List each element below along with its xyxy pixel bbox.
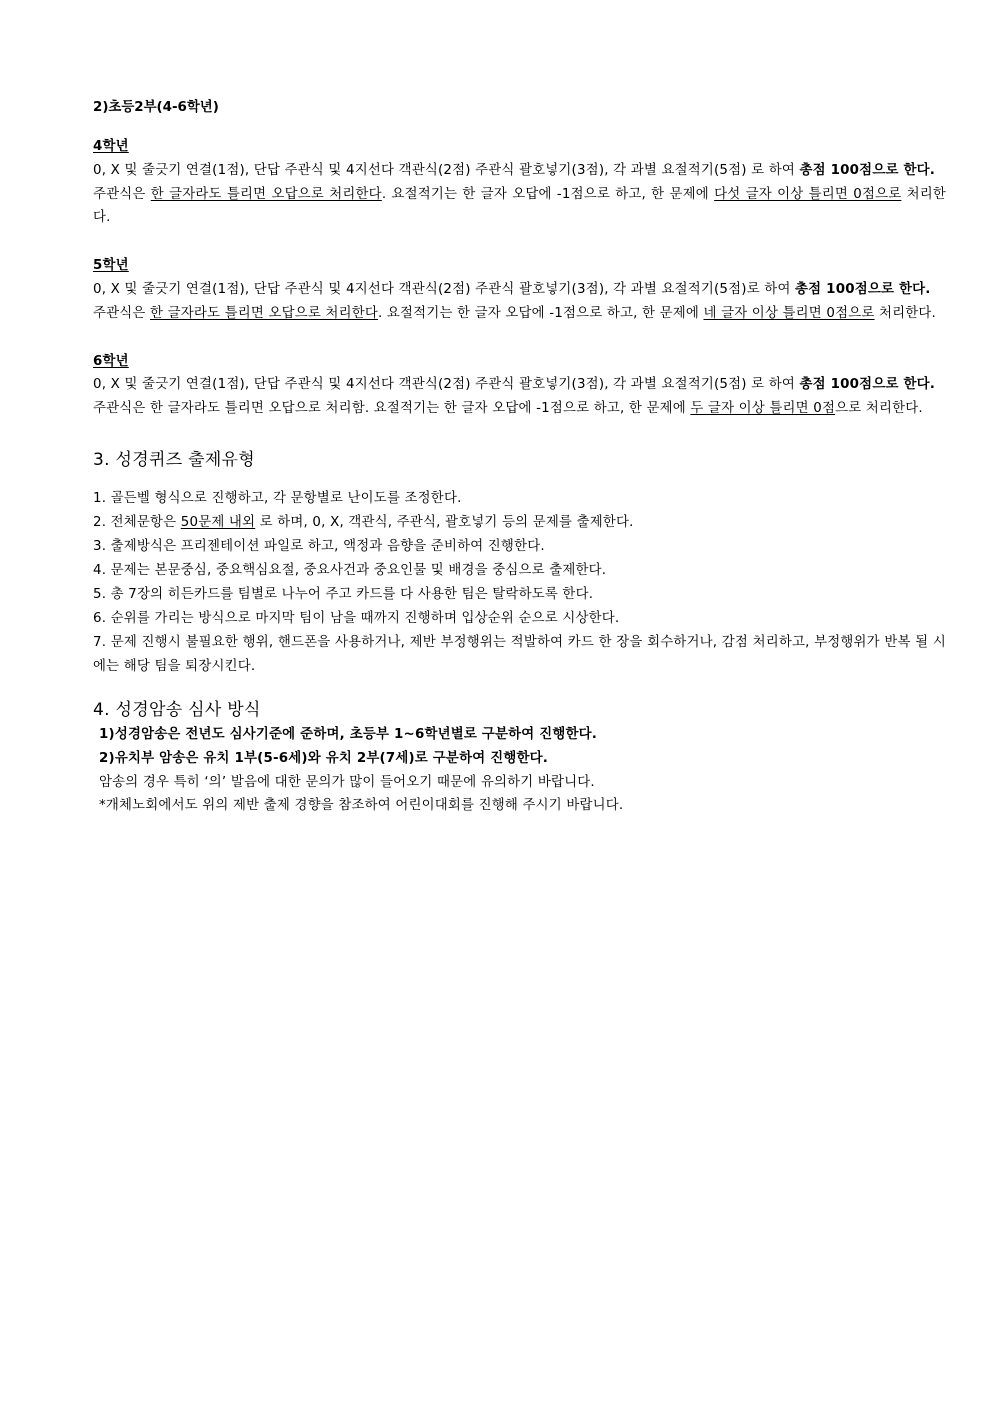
quiz-section-heading: 3. 성경퀴즈 출제유형 (93, 449, 256, 470)
grade6-rules-c: 으로 처리한다. (835, 401, 923, 417)
grade4-scoring (93, 159, 946, 183)
recite-section-heading: 4. 성경암송 심사 방식 (93, 699, 261, 720)
list-item-text: 2. 전체문항은 (93, 514, 181, 530)
grade4-rules (93, 183, 946, 231)
list-item-underlined: 50문제 내외 (180, 514, 256, 530)
grade4-rules-b: . 요절적기는 한 글자 오답에 -1점으로 하고, 한 문제에 (381, 186, 715, 202)
grade5-rules-a: 주관식은 (93, 305, 150, 321)
grade5-scoring (93, 278, 946, 302)
list-item: 5. 총 7장의 히든카드를 팀별로 나누어 주고 카드를 다 사용한 팀은 탈락하도록 한다. (93, 586, 594, 602)
list-item: 6. 순위를 가리는 방식으로 마지막 팀이 남을 때까지 진행하며 입상순위 순으로 시상한다. (93, 610, 620, 626)
grade5-rules-b: . 요절적기는 한 글자 오답에 -1점으로 하고, 한 문제에 (378, 305, 704, 321)
quiz-rules-list (93, 487, 946, 679)
grade5-rules (93, 302, 946, 326)
grade6-scoring-text: 0, X 및 줄긋기 연결(1점), 단답 주관식 및 4지선다 객관식(2점) 주관식 괄호넣기(3점), 각 과별 요절적기(5점) 로 하여 (93, 377, 800, 393)
grade6-heading: 6학년 (93, 353, 129, 369)
recite-line-1: 1)성경암송은 전년도 심사기준에 준하며, 초등부 1~6학년별로 구분하여 진행한다. (99, 726, 598, 742)
grade4-heading: 4학년 (93, 139, 129, 154)
grade4-rules-c: 처리한다. (93, 186, 946, 226)
grade4-scoring-text: 0, X 및 줄긋기 연결(1점), 단답 주관식 및 4지선다 객관식(2점) 주관식 괄호넣기(3점), 각 과별 요절적기(5점) 로 하여 (93, 162, 800, 178)
grade6-rules (93, 397, 946, 421)
grade5-rules-c: 처리한다. (874, 305, 936, 321)
grade6-total: 총점 100점으로 한다. (799, 377, 936, 393)
grade5-rules-u1: 한 글자라도 틀리면 오답으로 처리한다 (150, 305, 378, 321)
grade6-rules-u2: 두 글자 이상 틀리면 0점 (690, 401, 836, 417)
list-item: 4. 문제는 본문중심, 중요핵심요절, 중요사건과 중요인물 및 배경을 중심으로 출제한다. (93, 562, 607, 578)
list-item-text: 로 하며, 0, X, 객관식, 주관식, 괄호넣기 등의 문제를 출제한다. (255, 514, 634, 530)
grade6-rules-a: 주관식은 한 글자라도 틀리면 오답으로 처리함. 요절적기는 한 글자 오답에 -1점으로 하고, 한 문제에 (93, 401, 691, 417)
recite-line-3: 암송의 경우 특히 ‘의’ 발음에 대한 문의가 많이 들어오기 때문에 유의하기 바랍니다. (99, 774, 595, 790)
recite-line-2: 2)유치부 암송은 유치 1부(5-6세)와 유치 2부(7세)로 구분하여 진행한다. (99, 750, 549, 766)
grade5-heading: 5학년 (93, 258, 129, 274)
list-item: 3. 출제방식은 프리젠테이션 파일로 하고, 액정과 음향을 준비하여 진행한다. (93, 538, 545, 554)
grade4-rules-u2: 다섯 글자 이상 틀리면 0점으로 (714, 186, 902, 202)
recite-line-4: *개체노회에서도 위의 제반 출제 경향을 참조하여 어린이대회를 진행해 주시기 바랍니다. (99, 798, 624, 814)
grade4-total: 총점 100점으로 한다. (799, 162, 936, 178)
grade5-scoring-text: 0, X 및 줄긋기 연결(1점), 단답 주관식 및 4지선다 객관식(2점) 주관식 괄호넣기(3점), 각 과별 요절적기(5점)로 하여 (93, 281, 796, 297)
grade4-rules-u1: 한 글자라도 틀리면 오답으로 처리한다 (150, 186, 382, 202)
grade4-rules-a: 주관식은 (93, 186, 151, 202)
list-item: 1. 골든벨 형식으로 진행하고, 각 문항별로 난이도를 조정한다. (93, 490, 462, 506)
section-subheading: 2)초등2부(4-6학년) (93, 100, 219, 115)
grade5-total: 총점 100점으로 한다. (795, 281, 931, 297)
list-item: 7. 문제 진행시 불필요한 행위, 핸드폰을 사용하거나, 제반 부정행위는 적발하여 카드 한 장을 회수하거나, 감점 처리하고, 부정행위가 반복 될 시에는 해당 팀을 퇴장시킨다. (93, 634, 946, 674)
grade6-scoring (93, 373, 946, 397)
document-page (93, 96, 946, 818)
grade5-rules-u2: 네 글자 이상 틀리면 0점으로 (703, 305, 875, 321)
list-item (93, 511, 946, 535)
